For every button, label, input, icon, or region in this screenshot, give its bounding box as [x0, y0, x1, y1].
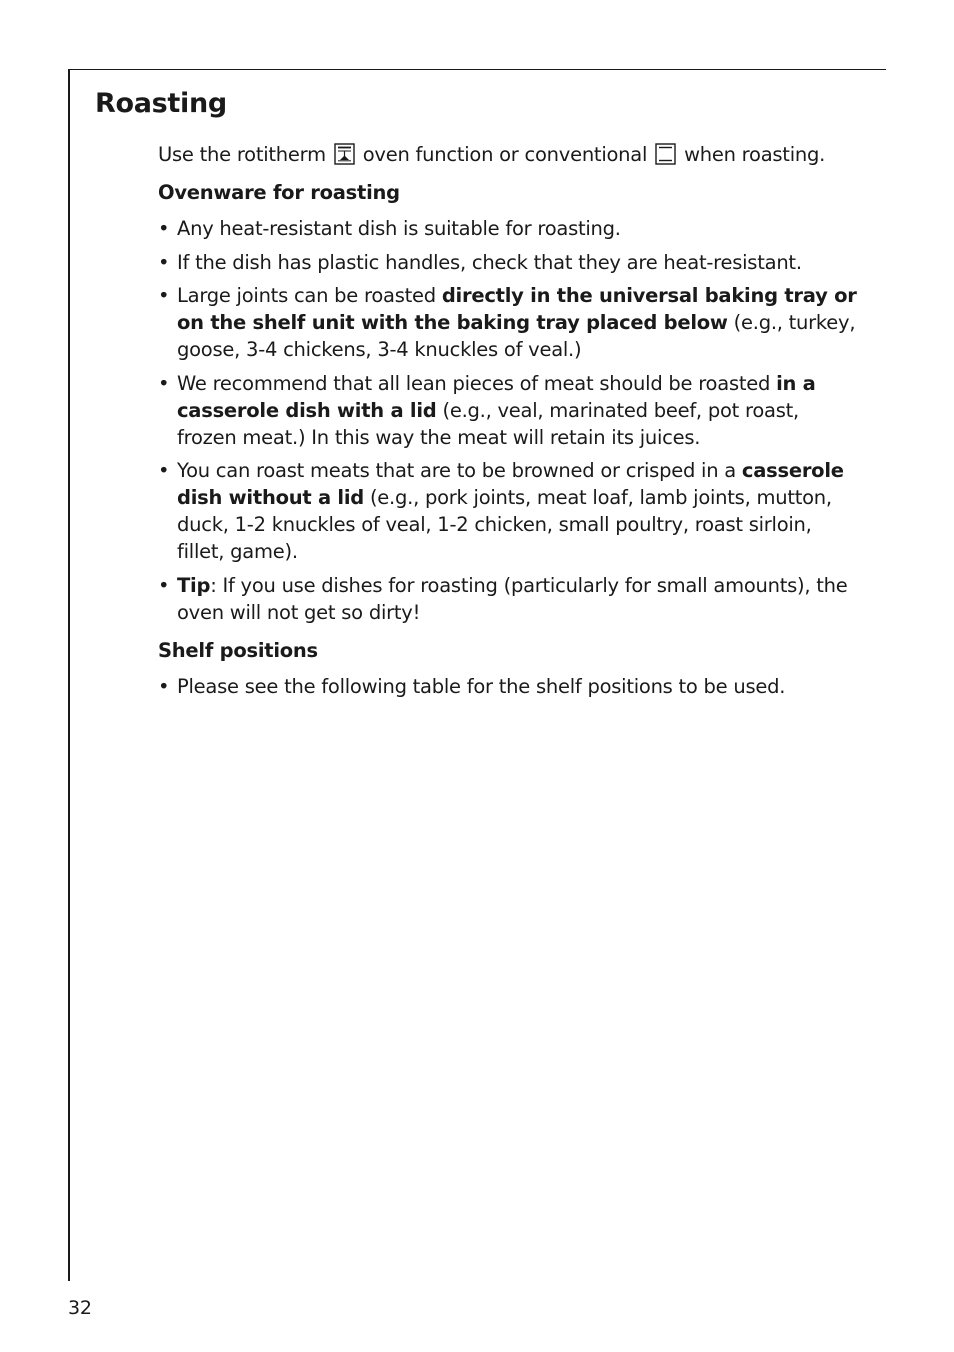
list-item — [158, 249, 863, 276]
intro-paragraph — [158, 141, 863, 168]
section-heading-shelf: Shelf positions — [158, 639, 318, 662]
page-title: Roasting — [95, 88, 227, 119]
intro-text-2: oven function or conventional — [362, 143, 648, 166]
list-item-emphasis: directly in the universal baking tray or on the shelf unit with the baking tray placed below — [177, 284, 857, 334]
list-item-text: : If you use dishes for roasting (particularly for small amounts), the oven will not get so dirty! — [177, 573, 848, 624]
list-item-emphasis: in a casserole dish with a lid — [177, 371, 816, 422]
rotitherm-icon — [334, 143, 355, 165]
ovenware-list — [158, 215, 863, 626]
list-item-text: We recommend that all lean pieces of meat should be roasted — [177, 371, 777, 395]
left-rule — [68, 69, 70, 1281]
list-item — [158, 572, 863, 626]
section-heading-ovenware: Ovenware for roasting — [158, 181, 400, 204]
list-item — [158, 673, 863, 700]
list-item-text: Any heat-resistant dish is suitable for roasting. — [177, 217, 621, 240]
intro-text-3: when roasting. — [684, 143, 826, 166]
list-item-text: Please see the following table for the shelf positions to be used. — [177, 675, 786, 698]
list-item-text: (e.g., veal, marinated beef, pot roast, frozen meat.) In this way the meat will retain its juices. — [177, 398, 799, 449]
list-item — [158, 370, 863, 451]
intro-text-1: Use the rotitherm — [158, 143, 326, 166]
tip-label: Tip — [177, 573, 211, 597]
list-item-text: If the dish has plastic handles, check that they are heat-resistant. — [177, 250, 802, 274]
list-item — [158, 215, 863, 242]
page-number: 32 — [68, 1297, 92, 1319]
list-item — [158, 457, 863, 565]
main-content — [158, 141, 863, 707]
shelf-list — [158, 673, 863, 700]
list-item-text: (e.g., pork joints, meat loaf, lamb joints, mutton, duck, 1-2 knuckles of veal, 1-2 chicken, small poultry, roast sirloin, fillet, game). — [177, 486, 832, 563]
top-rule — [68, 69, 886, 70]
list-item-text: Large joints can be roasted — [177, 284, 442, 307]
conventional-heat-icon — [655, 143, 676, 165]
list-item-emphasis: casserole dish without a lid — [177, 459, 844, 509]
list-item-text: (e.g., turkey, goose, 3-4 chickens, 3-4 knuckles of veal.) — [177, 311, 856, 361]
list-item — [158, 282, 863, 363]
list-item-text: You can roast meats that are to be browned or crisped in a — [177, 459, 742, 482]
